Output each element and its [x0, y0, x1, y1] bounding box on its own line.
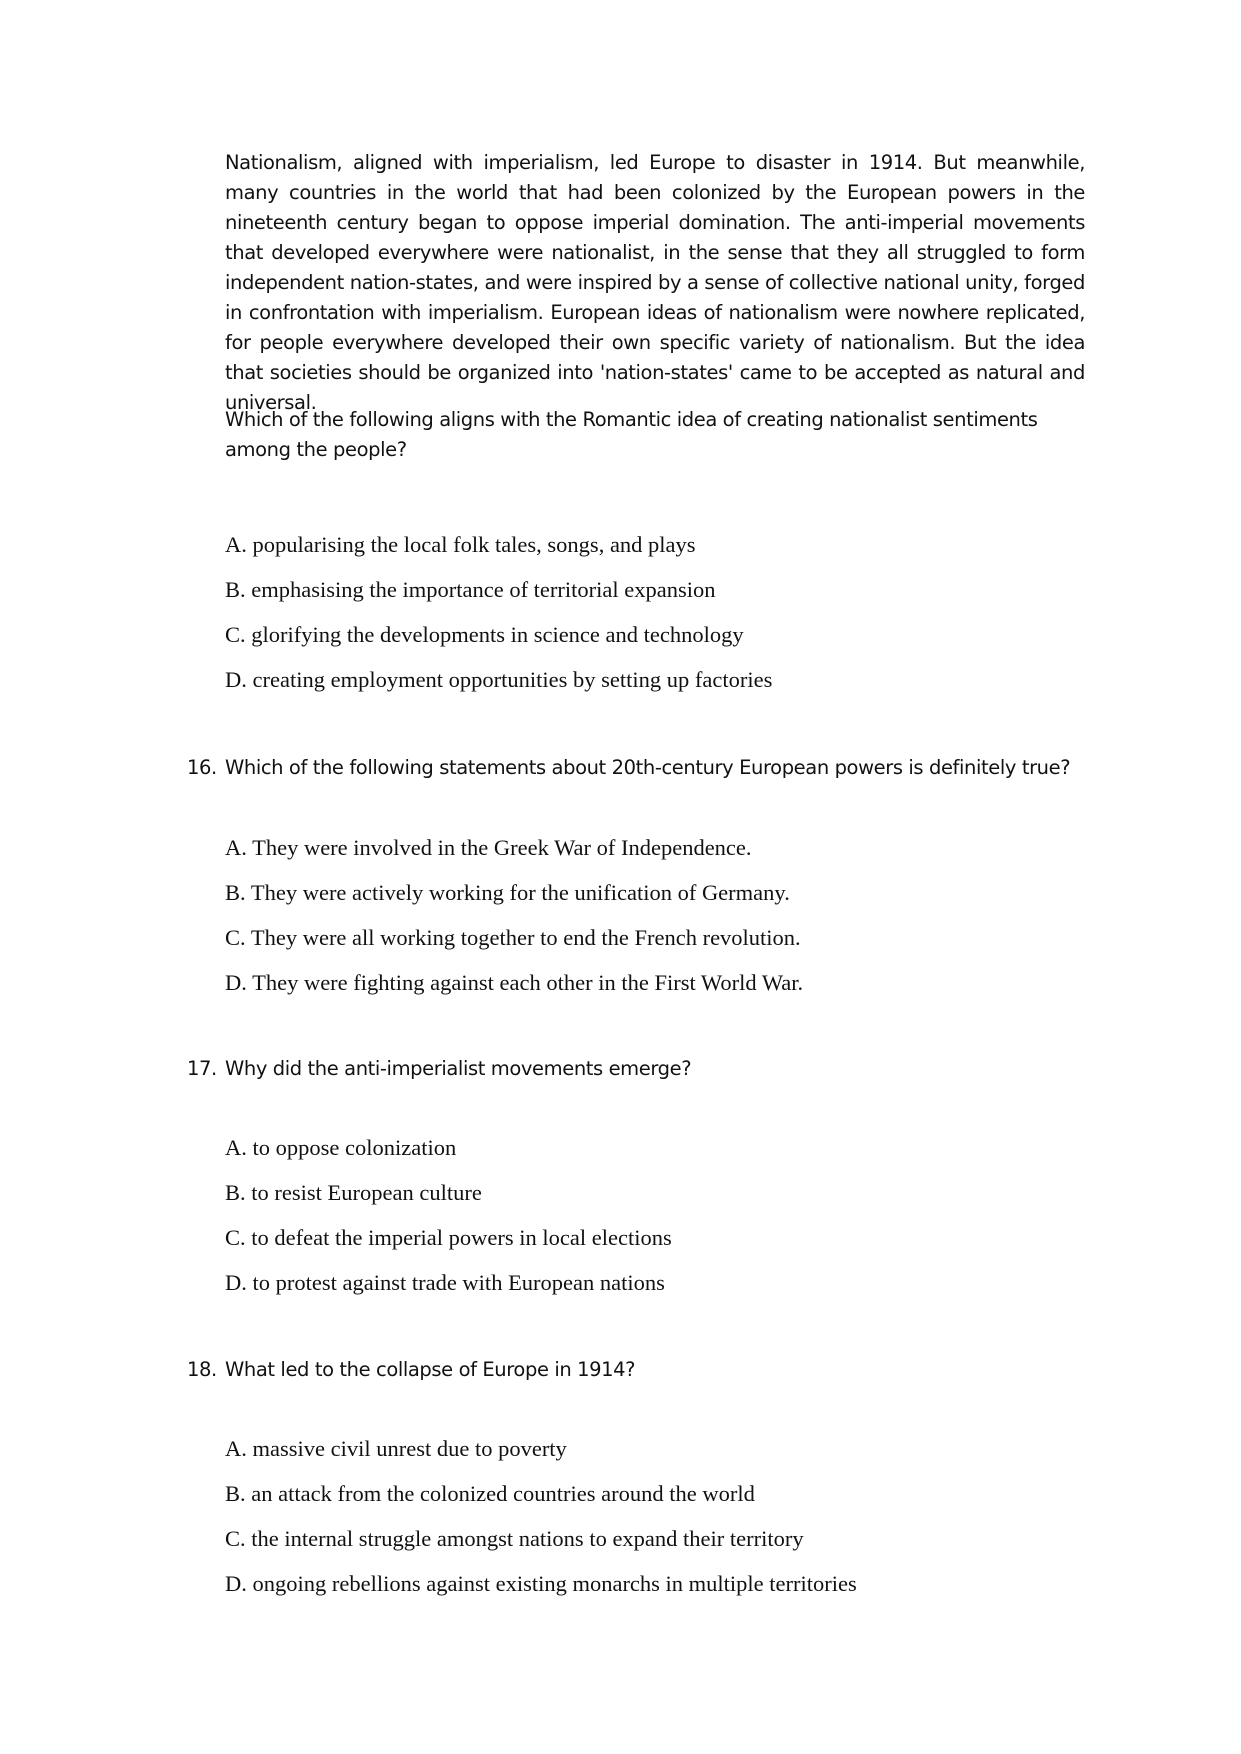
question-text: Which of the following statements about 20th-century European powers is definitely true? [225, 756, 1071, 779]
option-a: A. to oppose colonization [225, 1135, 457, 1160]
option-d: D. They were fighting against each other in the First World War. [225, 970, 804, 995]
option-list [225, 1133, 672, 1313]
question-text: Why did the anti-imperialist movements emerge? [225, 1057, 692, 1080]
option-c: C. They were all working together to end the French revolution. [225, 925, 801, 950]
option-a: A. massive civil unrest due to poverty [225, 1436, 567, 1461]
option-c: C. glorifying the developments in science and technology [225, 622, 744, 647]
question-number: 18. [187, 1358, 217, 1381]
option-d: D. to protest against trade with European nations [225, 1270, 665, 1295]
option-list [225, 530, 772, 710]
option-b: B. an attack from the colonized countries around the world [225, 1481, 755, 1506]
option-c: C. the internal struggle amongst nations to expand their territory [225, 1526, 804, 1551]
option-d: D. creating employment opportunities by setting up factories [225, 667, 773, 692]
option-d: D. ongoing rebellions against existing monarchs in multiple territories [225, 1571, 857, 1596]
option-b: B. to resist European culture [225, 1180, 482, 1205]
passage-text: Nationalism, aligned with imperialism, led Europe to disaster in 1914. But meanwhile, many countries in the world that had been colonized by the European powers in the nineteenth century began to oppose imperial domination. The anti-imperial movements that developed everywhere were nationalist, in the sense that they all struggled to form independent nation-states, and were inspired by a sense of collective national unity, forged in confrontation with imperialism. European ideas of nationalism were nowhere replicated, for people everywhere developed their own specific variety of nationalism. But the idea that societies should be organized into 'nation-states' came to be accepted as natural and universal. [225, 151, 1085, 414]
option-list [225, 1434, 857, 1614]
option-a: A. They were involved in the Greek War of Independence. [225, 835, 752, 860]
option-c: C. to defeat the imperial powers in local elections [225, 1225, 672, 1250]
option-b: B. emphasising the importance of territorial expansion [225, 577, 716, 602]
question-text: What led to the collapse of Europe in 1914? [225, 1358, 636, 1381]
question-16 [187, 753, 1087, 783]
option-list [225, 833, 803, 1013]
question-number: 17. [187, 1057, 217, 1080]
option-b: B. They were actively working for the unification of Germany. [225, 880, 790, 905]
option-a: A. popularising the local folk tales, songs, and plays [225, 532, 696, 557]
question-number: 16. [187, 756, 217, 779]
question-18 [187, 1355, 1087, 1385]
question-17 [187, 1054, 1087, 1084]
question-text: Which of the following aligns with the Romantic idea of creating nationalist sentiments among the people? [225, 408, 1038, 461]
